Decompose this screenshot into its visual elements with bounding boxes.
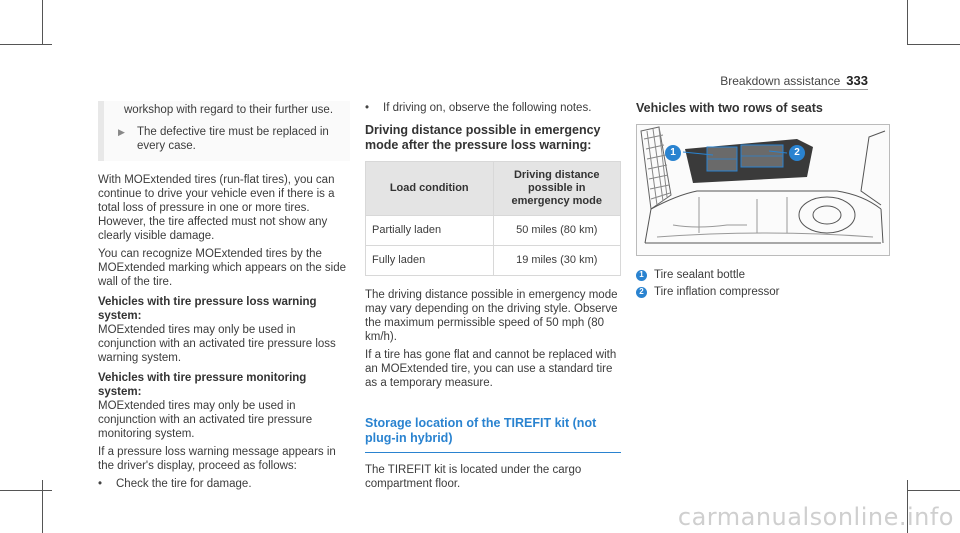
- list-item: [636, 268, 892, 282]
- list-item: [636, 285, 892, 299]
- figure-heading: Vehicles with two rows of seats: [636, 101, 823, 115]
- table-row: [366, 246, 621, 276]
- triangle-right-icon: ▶: [118, 127, 125, 137]
- list-item-text: If driving on, observe the following notes.: [383, 102, 592, 114]
- callout-number: 1: [636, 270, 647, 281]
- note-item: [118, 125, 342, 153]
- column-right: [636, 101, 892, 302]
- page-number: 333: [846, 73, 868, 88]
- header-section: Breakdown assistance: [720, 74, 841, 88]
- crop-mark: [907, 44, 960, 45]
- callout-badge-2: 2: [789, 145, 805, 161]
- crop-mark: [42, 0, 43, 45]
- crop-mark: [42, 480, 43, 533]
- column-header-load: Load condition: [366, 162, 494, 216]
- crop-mark: [0, 490, 52, 491]
- running-header: [720, 73, 868, 88]
- subheading: Vehicles with tire pressure monitoring system:: [98, 372, 307, 398]
- header-rule: [748, 89, 868, 90]
- column-middle: [365, 101, 621, 495]
- paragraph: MOExtended tires may only be used in conjunction with an activated tire pressure monitoring system.: [98, 400, 313, 440]
- table-cell: 50 miles (80 km): [493, 216, 621, 246]
- paragraph: The driving distance possible in emergency mode may vary depending on the driving style. Observe the maximum permissible speed of 50 mph (80 km/h).: [365, 289, 618, 343]
- watermark: carmanualsonline.info: [677, 503, 954, 531]
- callout-label: Tire inflation compressor: [654, 286, 780, 298]
- cargo-compartment-illustration: [636, 124, 890, 256]
- driving-distance-table: [365, 161, 621, 276]
- paragraph: With MOExtended tires (run-flat tires), you can continue to drive your vehicle even if there is a total loss of pressure in one or more tires. However, the tire affected must not show any clearly visible damage.: [98, 174, 335, 242]
- note-continuation: workshop with regard to their further use.: [124, 104, 334, 116]
- callout-badge-1: 1: [665, 145, 681, 161]
- list-item-text: Check the tire for damage.: [116, 478, 252, 490]
- column-header-distance: Driving distance possible in emergency mode: [493, 162, 621, 216]
- paragraph: If a pressure loss warning message appears in the driver's display, proceed as follows:: [98, 446, 336, 472]
- callout-legend: [636, 268, 892, 299]
- crop-mark: [907, 490, 960, 491]
- table-cell: Fully laden: [366, 246, 494, 276]
- table-cell: Partially laden: [366, 216, 494, 246]
- subheading: Vehicles with tire pressure loss warning system:: [98, 296, 317, 322]
- table-cell: 19 miles (30 km): [493, 246, 621, 276]
- paragraph: If a tire has gone flat and cannot be replaced with an MOExtended tire, you can use a standard tire as a temporary measure.: [365, 349, 617, 389]
- list-item: [98, 477, 350, 491]
- paragraph: The TIREFIT kit is located under the cargo compartment floor.: [365, 464, 582, 490]
- note-item-text: The defective tire must be replaced in every case.: [137, 126, 329, 152]
- list-item: [365, 101, 621, 115]
- paragraph: You can recognize MOExtended tires by the MOExtended marking which appears on the side wall of the tire.: [98, 248, 347, 288]
- section-heading: Storage location of the TIREFIT kit (not plug-in hybrid): [365, 416, 621, 453]
- callout-label: Tire sealant bottle: [654, 269, 745, 281]
- bullet-icon: •: [365, 102, 370, 114]
- crop-mark: [0, 44, 52, 45]
- table-heading: Driving distance possible in emergency mode after the pressure loss warning:: [365, 123, 601, 152]
- paragraph: MOExtended tires may only be used in conjunction with an activated tire pressure loss warning system.: [98, 324, 336, 364]
- crop-mark: [907, 0, 908, 45]
- table-header-row: [366, 162, 621, 216]
- bullet-icon: •: [98, 478, 103, 490]
- table-row: [366, 216, 621, 246]
- column-left: [98, 101, 350, 497]
- note-box: [98, 101, 350, 161]
- callout-number: 2: [636, 287, 647, 298]
